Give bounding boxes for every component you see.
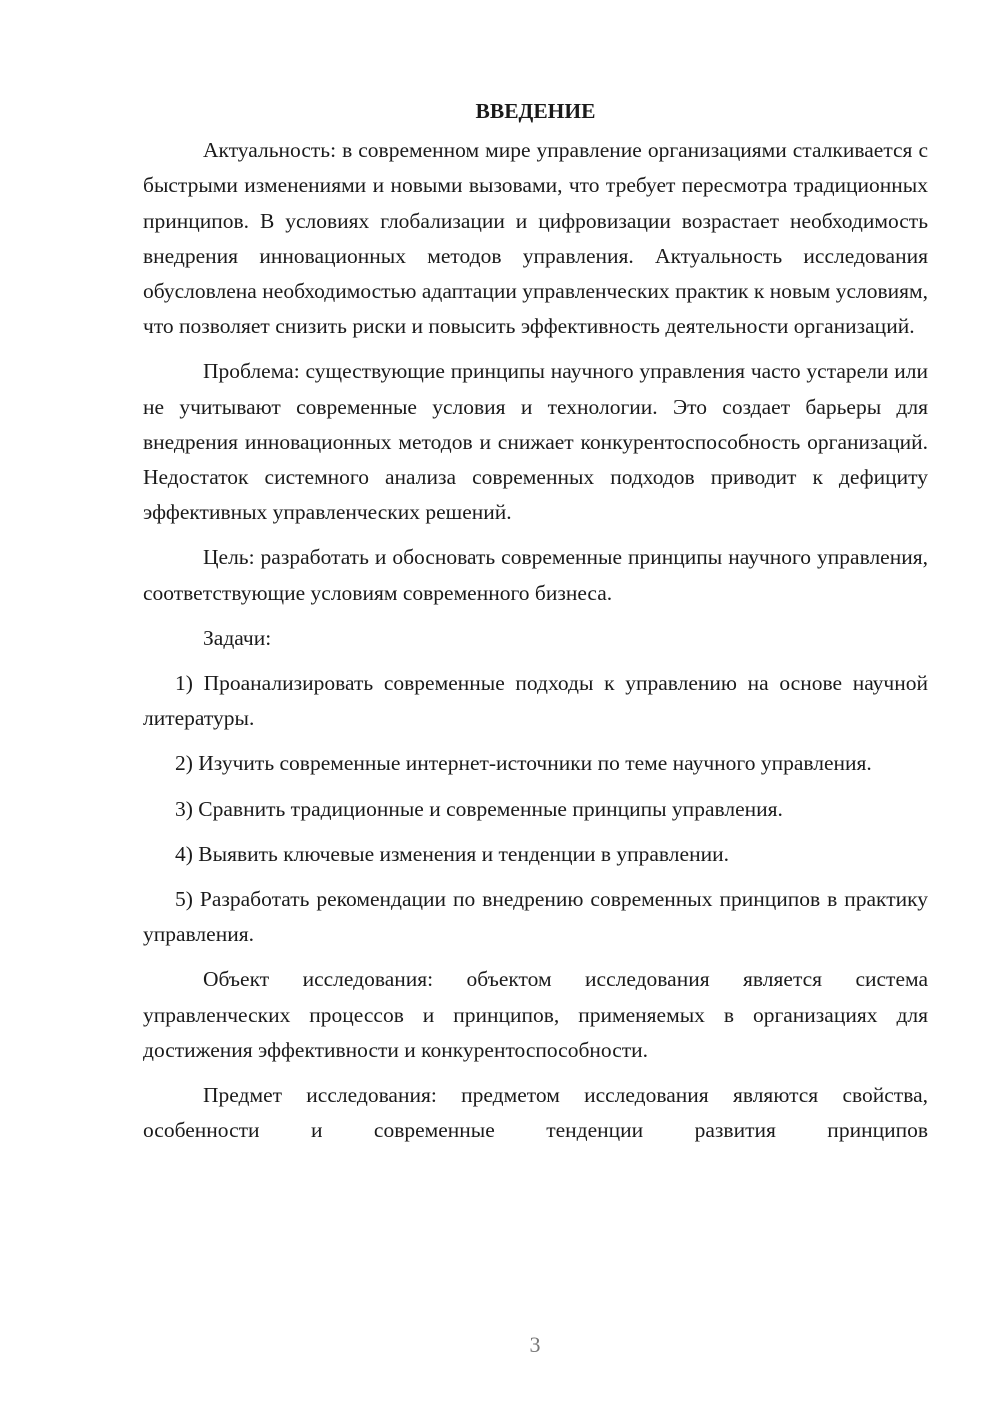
subject-paragraph: Предмет исследования: предметом исследования являются свойства, особенности и современные тенденции развития принципов [143,1083,928,1143]
page-title: ВВЕДЕНИЕ [475,99,596,123]
tasks-heading: Задачи: [203,625,272,650]
task-item-3: 3) Сравнить традиционные и современные принципы управления. [175,796,783,821]
task-item-1: 1) Проанализировать современные подходы к управлению на основе научной литературы. [143,671,928,731]
object-paragraph: Объект исследования: объектом исследования является система управленческих процессов и принципов, применяемых в организациях для достижения эффективности и конкурентоспособности. [143,967,928,1062]
page-number: 3 [529,1332,541,1357]
goal-paragraph: Цель: разработать и обосновать современные принципы научного управления, соответствующие условиям современного бизнеса. [143,545,928,605]
task-item-5: 5) Разработать рекомендации по внедрению современных принципов в практику управления. [143,887,928,947]
page-content [143,94,928,1148]
task-item-2: 2) Изучить современные интернет-источники по теме научного управления. [175,751,872,776]
task-item-4: 4) Выявить ключевые изменения и тенденции в управлении. [175,841,729,866]
relevance-paragraph: Актуальность: в современном мире управление организациями сталкивается с быстрыми изменениями и новыми вызовами, что требует пересмотра традиционных принципов. В условиях глобализации и цифровизации возрастает необходимость внедрения инновационных методов управления. Актуальность исследования обусловлена необходимостью адаптации управленческих практик к новым условиям, что позволяет снизить риски и повысить эффективность деятельности организаций. [143,138,928,339]
problem-paragraph: Проблема: существующие принципы научного управления часто устарели или не учитывают современные условия и технологии. Это создает барьеры для внедрения инновационных методов и снижает конкурентоспособность организаций. Недостаток системного анализа современных подходов приводит к дефициту эффективных управленческих решений. [143,359,928,525]
